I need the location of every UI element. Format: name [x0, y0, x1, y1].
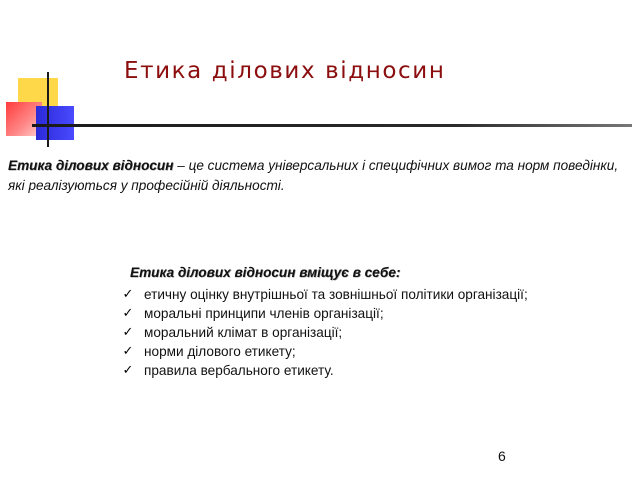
- list-item-label: норми ділового етикету;: [144, 344, 296, 359]
- check-icon: ✓: [122, 306, 134, 321]
- list-item: [120, 361, 630, 380]
- check-icon: ✓: [122, 363, 134, 378]
- checklist: [120, 285, 630, 380]
- list-item: [120, 342, 630, 361]
- list-item-label: етичну оцінку внутрішньої та зовнішньої політики організації;: [144, 287, 528, 302]
- list-item: [120, 323, 630, 342]
- slide-title: Етика ділових відносин: [124, 58, 446, 84]
- definition-term: Етика ділових відносин: [8, 158, 174, 173]
- list-item: [120, 285, 630, 304]
- list-item-label: моральні принципи членів організації;: [144, 306, 384, 321]
- components-list-block: [120, 263, 630, 380]
- list-item-label: моральний клімат в організації;: [144, 325, 343, 340]
- list-item: [120, 304, 630, 323]
- list-heading: Етика ділових відносин вміщує в себе:: [130, 265, 401, 280]
- page-number: 6: [498, 448, 506, 464]
- check-icon: ✓: [122, 325, 134, 340]
- blue-square: [36, 106, 74, 140]
- vertical-rule: [47, 72, 49, 147]
- decorative-logo: [0, 0, 120, 160]
- definition-text: – це система універсальних і специфічних вимог та норм поведінки, які реалізуються у професійній діяльності.: [8, 158, 619, 193]
- definition-paragraph: [8, 156, 633, 196]
- title-underline: [32, 124, 632, 127]
- check-icon: ✓: [122, 287, 134, 302]
- check-icon: ✓: [122, 344, 134, 359]
- list-item-label: правила вербального етикету.: [144, 363, 334, 378]
